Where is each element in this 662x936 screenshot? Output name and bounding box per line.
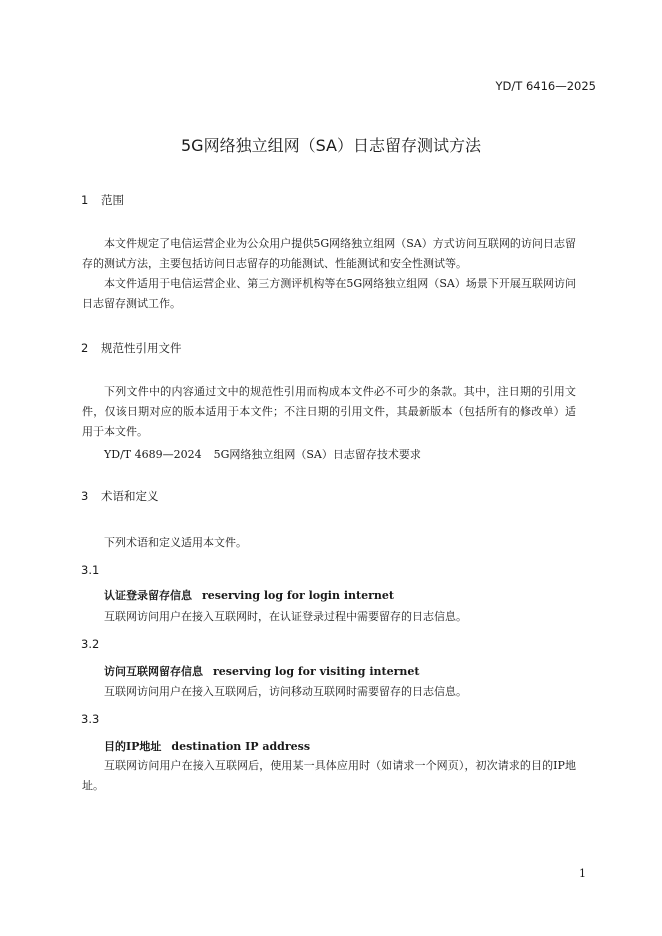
term-name bbox=[104, 663, 419, 679]
section-heading-terms bbox=[81, 488, 159, 504]
standard-code: YD/T 6416—2025 bbox=[495, 79, 596, 93]
term-number: 3.3 bbox=[81, 712, 100, 726]
term-name-en: reserving log for login internet bbox=[202, 589, 394, 602]
section-title: 术语和定义 bbox=[101, 489, 159, 503]
scope-paragraph-2: 本文件适用于电信运营企业、第三方测评机构等在5G网络独立组网（SA）场景下开展互联网访问日志留存测试工作。 bbox=[82, 277, 576, 310]
section-number: 1 bbox=[81, 193, 89, 207]
term-definition: 互联网访问用户在接入互联网后，使用某一具体应用时（如请求一个网页），初次请求的目的IP地址。 bbox=[82, 759, 576, 792]
term-definition: 互联网访问用户在接入互联网后，访问移动互联网时需要留存的日志信息。 bbox=[104, 685, 467, 698]
document-title: 5G网络独立组网（SA）日志留存测试方法 bbox=[181, 136, 481, 155]
terms-intro: 下列术语和定义适用本文件。 bbox=[104, 536, 247, 549]
term-number: 3.2 bbox=[81, 637, 100, 651]
section-title: 规范性引用文件 bbox=[101, 341, 182, 355]
section-number: 3 bbox=[81, 489, 89, 503]
term-name-zh: 目的IP地址 bbox=[104, 740, 162, 753]
section-heading-scope bbox=[81, 192, 124, 208]
term-name-en: destination IP address bbox=[171, 740, 311, 753]
section-title: 范围 bbox=[101, 193, 124, 207]
normative-reference bbox=[104, 446, 421, 462]
term-name-en: reserving log for visiting internet bbox=[213, 665, 420, 678]
normative-intro: 下列文件中的内容通过文中的规范性引用而构成本文件必不可少的条款。其中，注日期的引用文件，仅该日期对应的版本适用于本文件；不注日期的引用文件，其最新版本（包括所有的修改单）适用于本文件。 bbox=[82, 385, 576, 438]
page-number: 1 bbox=[579, 867, 586, 880]
term-name bbox=[104, 587, 394, 603]
section-heading-normative bbox=[81, 340, 182, 356]
reference-title: 5G网络独立组网（SA）日志留存技术要求 bbox=[213, 448, 421, 461]
section-number: 2 bbox=[81, 341, 89, 355]
term-name bbox=[104, 738, 310, 754]
scope-paragraph-1: 本文件规定了电信运营企业为公众用户提供5G网络独立组网（SA）方式访问互联网的访问日志留存的测试方法，主要包括访问日志留存的功能测试、性能测试和安全性测试等。 bbox=[82, 237, 576, 270]
term-name-zh: 认证登录留存信息 bbox=[104, 589, 192, 602]
term-name-zh: 访问互联网留存信息 bbox=[104, 665, 203, 678]
reference-code: YD/T 4689—2024 bbox=[104, 448, 202, 461]
term-definition: 互联网访问用户在接入互联网时，在认证登录过程中需要留存的日志信息。 bbox=[104, 610, 467, 623]
term-number: 3.1 bbox=[81, 563, 100, 577]
